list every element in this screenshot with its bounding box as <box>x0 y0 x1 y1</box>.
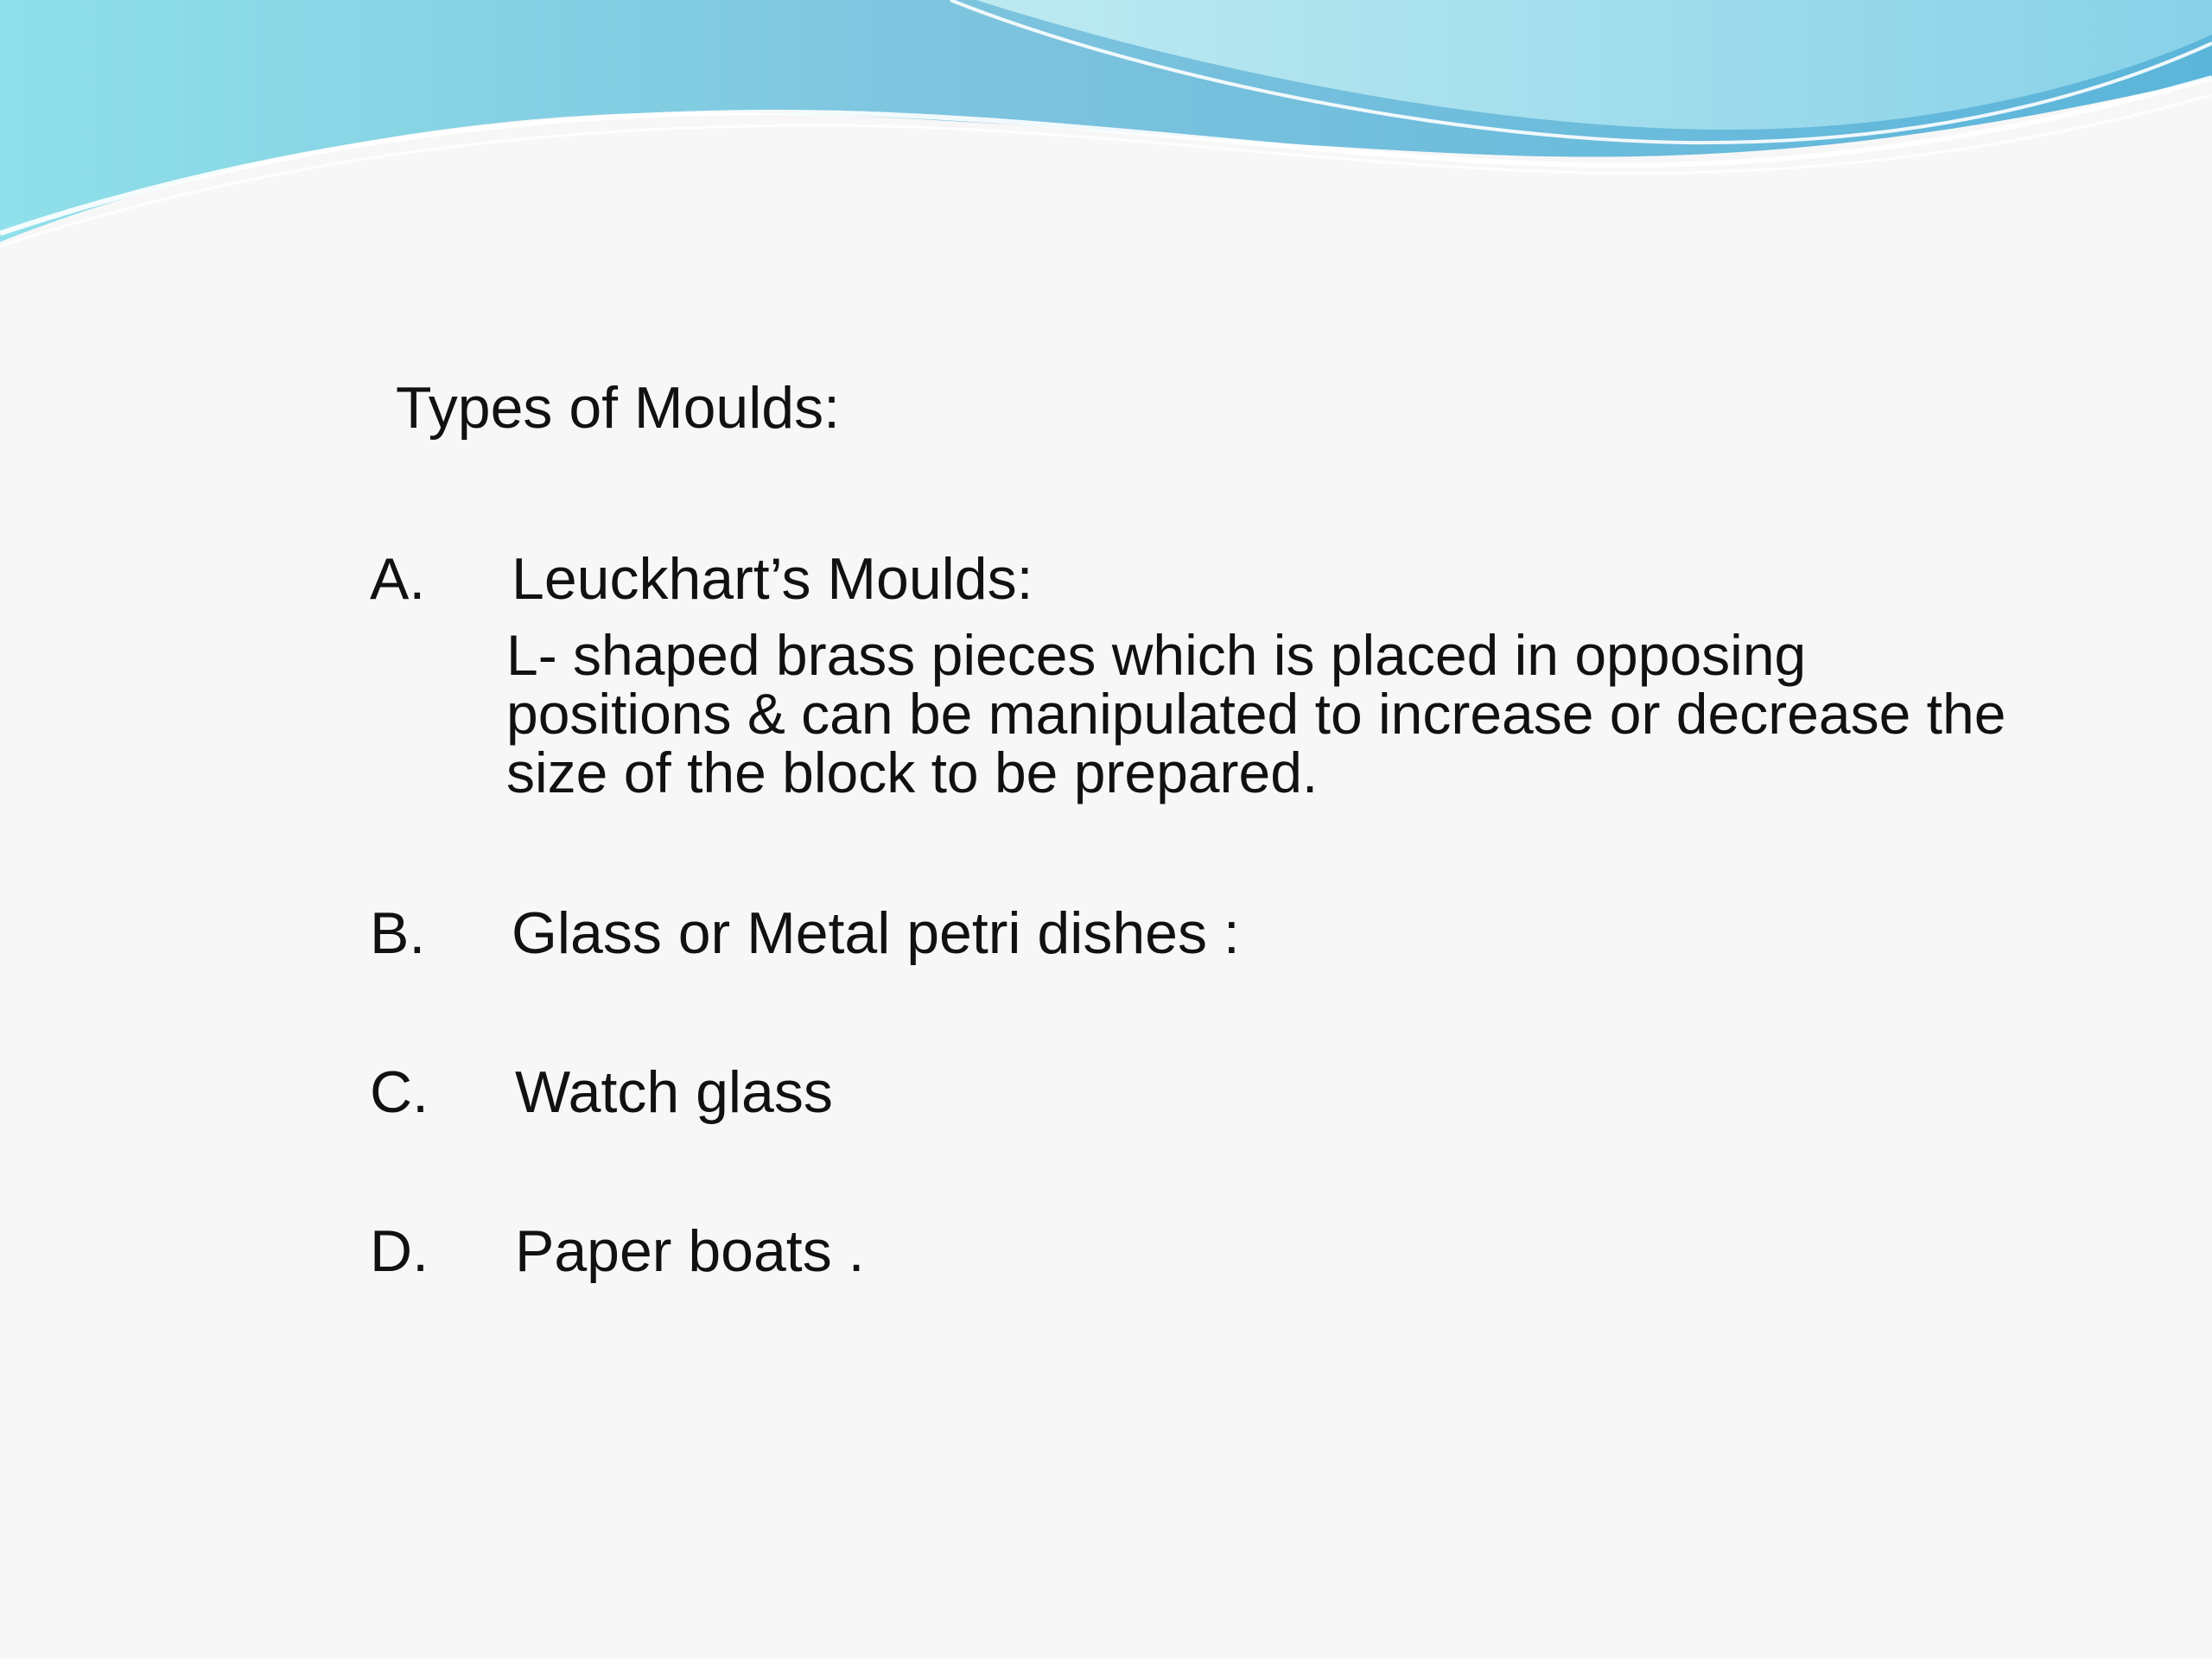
list-item-letter: D. <box>370 1218 429 1284</box>
list-item-a <box>370 544 2012 613</box>
description-line: size of the block to be prepared. <box>506 741 1319 804</box>
slide-title: Types of Moulds: <box>396 375 841 441</box>
list-item-label: Glass or Metal petri dishes : <box>512 900 1240 966</box>
list-item-letter: A. <box>370 546 426 612</box>
description-line: L- shaped brass pieces which is placed in opposing <box>506 623 1807 687</box>
list-item-label: Paper boats . <box>515 1218 865 1284</box>
list-item-letter: C. <box>370 1059 429 1125</box>
list-item-label: Leuckhart’s Moulds: <box>512 546 1033 612</box>
header-wave-decoration <box>0 0 2212 259</box>
list-item-d <box>370 1217 2012 1286</box>
description-line: positions & can be manipulated to increase or decrease the <box>506 682 2006 746</box>
list-item-label: Watch glass <box>515 1059 833 1125</box>
list-item-c <box>370 1058 2012 1127</box>
list-item-letter: B. <box>370 900 426 966</box>
list-item-b <box>370 899 2012 968</box>
list-item-description <box>506 623 2148 804</box>
